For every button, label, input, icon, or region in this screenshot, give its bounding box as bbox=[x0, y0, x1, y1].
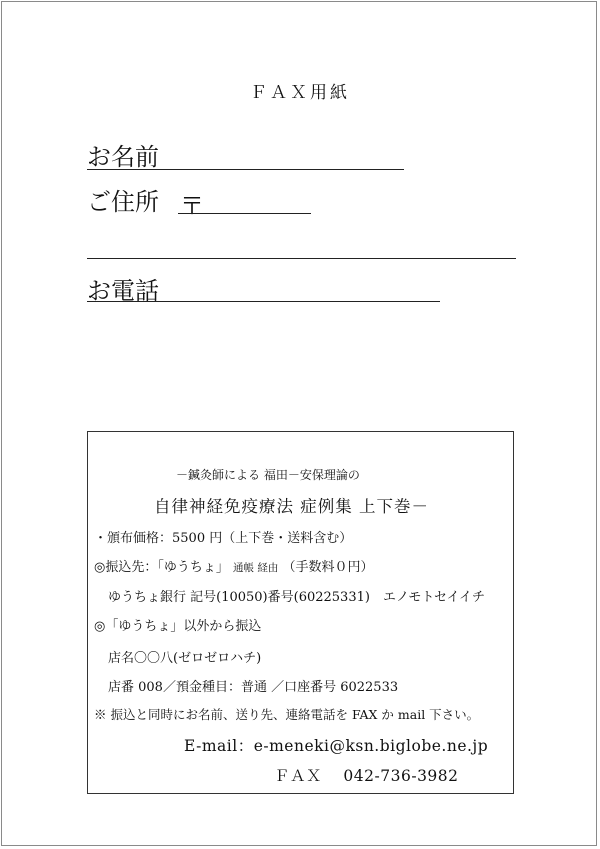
branch-detail: 店番 008／預金種目：普通 ／口座番号 6022533 bbox=[108, 680, 399, 695]
name-label: お名前 bbox=[87, 143, 159, 171]
transfer-line bbox=[94, 556, 373, 575]
info-subtitle: －鍼灸師による 福田－安保理論の bbox=[176, 468, 360, 482]
transfer-fee: （手数料０円） bbox=[282, 560, 374, 575]
info-box bbox=[87, 431, 514, 794]
email-address[interactable]: E-mail：e-meneki@ksn.biglobe.ne.jp bbox=[184, 737, 489, 755]
branch-name: 店名〇〇八(ゼロゼロハチ) bbox=[108, 651, 262, 666]
transfer-to: ◎振込先：「ゆうちょ」 bbox=[94, 560, 229, 575]
name-underline[interactable] bbox=[87, 169, 404, 170]
bank-account: ゆうちょ銀行 記号(10050)番号(60225331) エノモトセイイチ bbox=[108, 590, 485, 605]
fax-number: ＦＡＸ 042-736-3982 bbox=[274, 767, 459, 785]
price-line: ・頒布価格：5500 円（上下巻・送料含む） bbox=[94, 531, 353, 546]
other-bank-heading: ◎「ゆうちょ」以外から振込 bbox=[94, 619, 262, 634]
page-title: ＦＡＸ用紙 bbox=[250, 83, 350, 103]
book-title: 自律神経免疫療法 症例集 上下巻－ bbox=[154, 497, 429, 516]
phone-label: お電話 bbox=[87, 277, 159, 305]
phone-underline[interactable] bbox=[87, 301, 440, 302]
contact-note: ※ 振込と同時にお名前、送り先、連絡電話を FAX か mail 下さい。 bbox=[94, 707, 480, 722]
address-label: ご住所 bbox=[87, 188, 159, 216]
postal-code-underline[interactable] bbox=[178, 213, 311, 214]
postal-mark: 〒 bbox=[180, 192, 204, 220]
address-underline[interactable] bbox=[87, 258, 516, 259]
transfer-via: 通帳 経由 bbox=[232, 562, 279, 574]
